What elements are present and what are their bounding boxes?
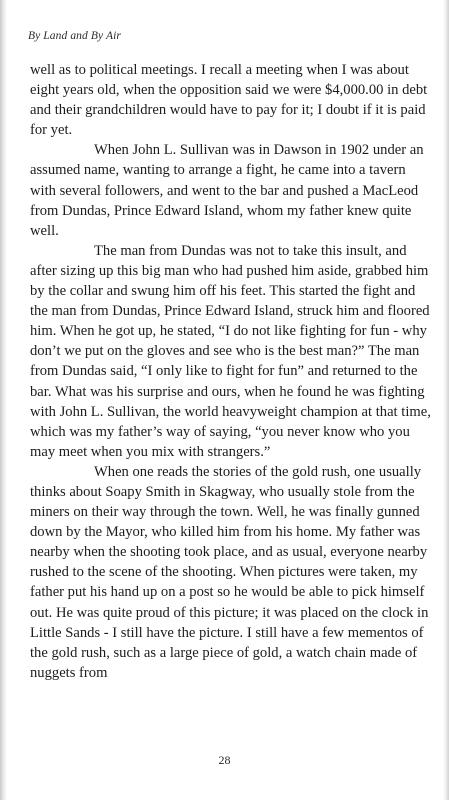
paragraph-gold-rush: When one reads the stories of the gold rush, one usually thinks about Soapy Smith in Skagway, who usually stole from the miners on their way through the town. Well, he was finally gunned down by the Mayor, who killed him from his home. My father was nearby when the shooting took place, and as usual, everyone nearby rushed to the scene of the shooting. When pictures were taken, my father put his hand up on a post so he would be able to pick himself out. He was quite proud of this picture; it was placed on the clock in Little Sands - I still have the picture. I still have a few mementos of the gold rush, such as a large piece of gold, a watch chain made of nuggets from [30,463,429,681]
paragraph-continuation: well as to political meetings. I recall a meeting when I was about eight years old, when the opposition said we were $4,000.00 in debt and their grandchildren would have to pay for it; I doubt if it is paid for yet. [30,62,428,139]
paragraph-fight: The man from Dundas was not to take this insult, and after sizing up this big man who had pushed him aside, grabbed him by the collar and swung him off his feet. This started the fight and the man from Dundas, Prince Edward Island, struck him and floored him. When he got up, he stated, “I do not like fighting for fun - why don’t we put on the gloves and see who is the best man?” The man from Dundas said, “I only like to fight for fun” and returned to the bar. What was his surprise and ours, when he found he was fighting with John L. Sullivan, the world heavyweight champion at that time, which was my father’s way of saying, “you never know who you may meet when you mix with strangers.” [30,242,431,460]
running-head: By Land and By Air [28,30,121,42]
paragraph-sullivan-in-dawson: When John L. Sullivan was in Dawson in 1902 under an assumed name, wanting to arrange a fight, he came into a tavern with several followers, and went to the bar and pushed a MacLeod from Dundas, Prince Edward Island, whom my father knew quite well. [30,142,424,239]
page-number: 28 [218,753,231,767]
page-edge-right [443,0,449,800]
body-text [30,60,435,683]
page-edge-left [0,0,7,800]
